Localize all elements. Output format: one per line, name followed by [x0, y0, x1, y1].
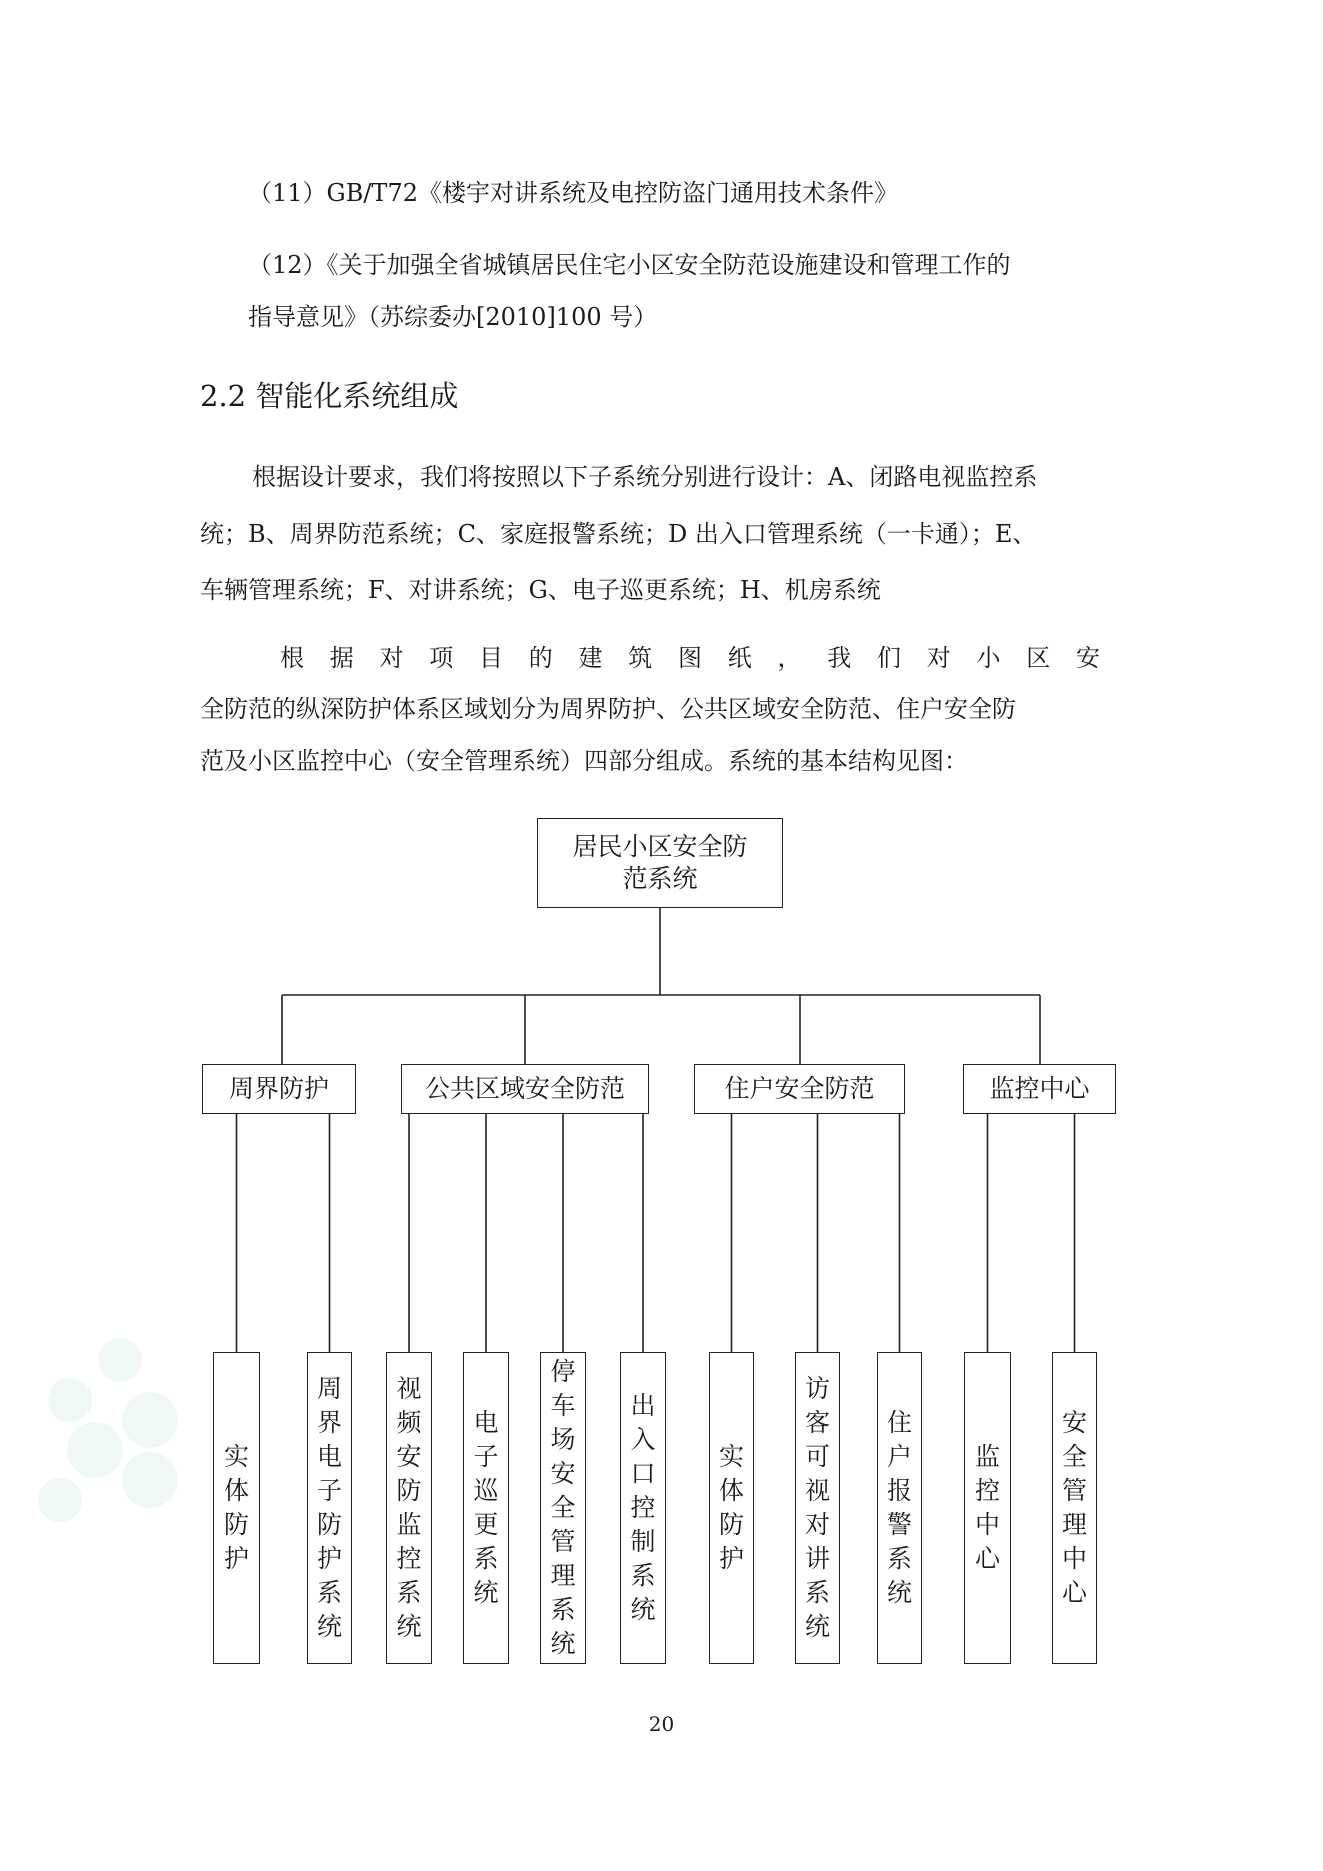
leaf-node-label: 安全管理中心	[1061, 1408, 1087, 1607]
paragraph2-char: ，	[777, 644, 802, 672]
group-node	[401, 1064, 649, 1114]
paragraph2-char: 安	[1076, 644, 1100, 672]
leaf-node	[386, 1352, 432, 1664]
root-node-label: 居民小区安全防范系统	[572, 832, 748, 893]
leaf-node-label: 住户报警系统	[886, 1408, 912, 1607]
leaf-node-label: 周界电子防护系统	[316, 1374, 342, 1641]
paragraph1-line3: 车辆管理系统；F、对讲系统；G、电子巡更系统；H、机房系统	[200, 576, 881, 604]
group-node-label: 公共区域安全防范	[424, 1074, 625, 1103]
paragraph2-char: 据	[329, 644, 354, 672]
paragraph2-char: 根	[280, 644, 304, 672]
leaf-node	[795, 1352, 840, 1664]
paragraph2-char: 的	[528, 644, 553, 672]
paragraph2-char: 建	[578, 644, 603, 672]
paragraph2-char: 对	[926, 644, 951, 672]
leaf-node	[1052, 1352, 1097, 1664]
paragraph2-char: 图	[678, 644, 702, 672]
paragraph2-char: 目	[479, 644, 503, 672]
paragraph1-line2: 统；B、周界防范系统；C、家庭报警系统；D 出入口管理系统（一卡通）；E、	[200, 520, 1037, 548]
leaf-node	[964, 1352, 1011, 1664]
paragraph2-char: 对	[379, 644, 404, 672]
leaf-node-label: 视频安防监控系统	[396, 1374, 422, 1641]
group-node	[694, 1064, 905, 1114]
reference-12-line1: （12）《关于加强全省城镇居民住宅小区安全防范设施建设和管理工作的	[248, 251, 1011, 279]
leaf-node-label: 出入口控制系统	[630, 1391, 656, 1624]
leaf-node-label: 监控中心	[974, 1442, 1000, 1573]
group-node	[963, 1064, 1116, 1114]
group-node-label: 周界防护	[228, 1074, 329, 1103]
paragraph2-char: 我	[827, 644, 852, 672]
paragraph2-char: 项	[429, 644, 454, 672]
group-node-label: 住户安全防范	[724, 1074, 875, 1103]
group-node-label: 监控中心	[989, 1074, 1090, 1103]
group-node	[202, 1064, 356, 1114]
paragraph2-line2: 全防范的纵深防护体系区域划分为周界防护、公共区域安全防范、住户安全防	[200, 695, 1016, 723]
root-node	[537, 818, 783, 908]
paragraph2-char: 区	[1026, 644, 1051, 672]
leaf-node	[307, 1352, 352, 1664]
paragraph2-char: 纸	[727, 644, 752, 672]
reference-11: （11）GB/T72《楼宇对讲系统及电控防盗门通用技术条件》	[248, 179, 898, 207]
leaf-node-label: 电子巡更系统	[473, 1408, 499, 1607]
leaf-node-label: 实体防护	[223, 1442, 249, 1573]
leaf-node	[877, 1352, 922, 1664]
page-number: 20	[648, 1712, 675, 1736]
leaf-node	[463, 1352, 509, 1664]
paragraph1-line1: 根据设计要求，我们将按照以下子系统分别进行设计：A、闭路电视监控系	[252, 463, 1038, 491]
leaf-node-label: 停车场安全管理系统	[550, 1357, 576, 1658]
reference-12-line2: 指导意见》（苏综委办[2010]100 号）	[248, 303, 658, 331]
leaf-node	[540, 1352, 586, 1664]
leaf-node	[620, 1352, 666, 1664]
leaf-node-label: 访客可视对讲系统	[804, 1374, 830, 1641]
leaf-node-label: 实体防护	[718, 1442, 744, 1573]
paragraph2-char: 小	[976, 644, 1001, 672]
section-heading: 2.2 智能化系统组成	[200, 379, 459, 413]
paragraph2-char: 筑	[628, 644, 653, 672]
leaf-node	[709, 1352, 754, 1664]
leaf-node	[213, 1352, 260, 1664]
paragraph2-char: 们	[877, 644, 901, 672]
paragraph2-line3: 范及小区监控中心（安全管理系统）四部分组成。系统的基本结构见图：	[200, 747, 968, 775]
